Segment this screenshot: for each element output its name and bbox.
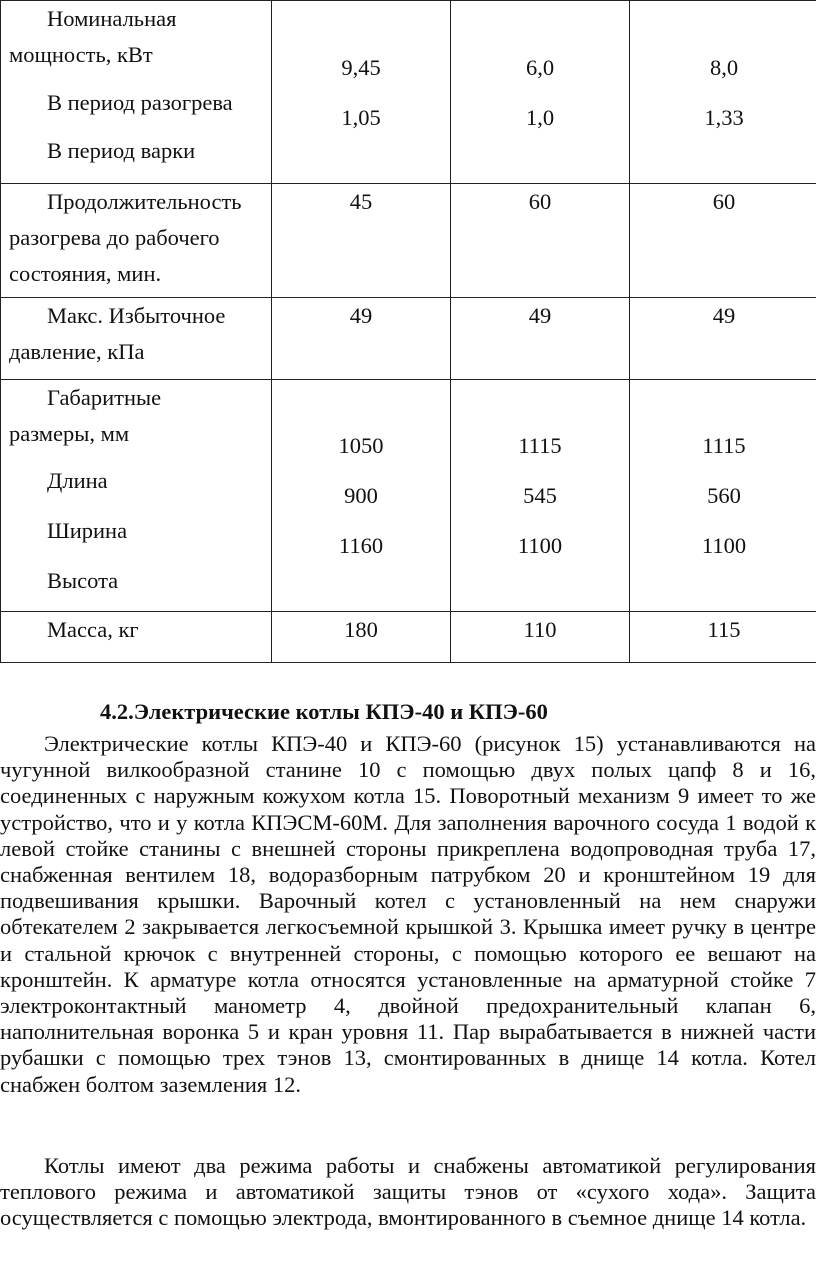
value-cell bbox=[630, 298, 816, 380]
value-cell bbox=[630, 184, 816, 298]
cell-value: 9,45 bbox=[341, 55, 381, 80]
cell-value: 1160 bbox=[338, 533, 384, 558]
row-sublabel: Ширина bbox=[47, 518, 128, 543]
row-sublabel: В период разогрева bbox=[47, 90, 233, 115]
cell-value: 1115 bbox=[518, 433, 562, 458]
row-label: Габаритные bbox=[47, 385, 162, 410]
cell-value: 60 bbox=[712, 189, 736, 214]
row-label: Продолжительность bbox=[47, 189, 242, 214]
row-label: состояния, мин. bbox=[9, 261, 162, 286]
value-cell bbox=[451, 184, 630, 298]
value-cell bbox=[272, 380, 451, 612]
cell-value: 115 bbox=[707, 617, 741, 642]
value-cell bbox=[272, 184, 451, 298]
value-cell bbox=[451, 612, 630, 663]
cell-value: 49 bbox=[528, 303, 552, 328]
value-cell bbox=[451, 380, 630, 612]
value-cell bbox=[272, 298, 451, 380]
cell-value: 1115 bbox=[702, 433, 746, 458]
row-label: мощность, кВт bbox=[9, 42, 153, 67]
table-row-heating-time bbox=[1, 184, 816, 298]
cell-value: 1,0 bbox=[525, 105, 555, 130]
cell-value: 180 bbox=[344, 617, 378, 642]
row-label-cell bbox=[1, 1, 272, 184]
cell-value: 1050 bbox=[338, 433, 384, 458]
cell-value: 545 bbox=[523, 483, 557, 508]
row-label-cell bbox=[1, 298, 272, 380]
value-cell bbox=[630, 612, 816, 663]
value-cell bbox=[451, 1, 630, 184]
row-label: Макс. Избыточное bbox=[47, 303, 226, 328]
cell-value: 1,05 bbox=[341, 105, 381, 130]
row-label-cell bbox=[1, 184, 272, 298]
row-label: размеры, мм bbox=[9, 421, 130, 446]
cell-value: 1100 bbox=[701, 533, 747, 558]
value-cell bbox=[272, 612, 451, 663]
cell-value: 49 bbox=[349, 303, 373, 328]
value-cell bbox=[451, 298, 630, 380]
value-cell bbox=[272, 1, 451, 184]
cell-value: 45 bbox=[349, 189, 373, 214]
row-label-cell bbox=[1, 612, 272, 663]
row-label: Номинальная bbox=[47, 6, 177, 31]
section-title: 4.2.Электрические котлы КПЭ-40 и КПЭ-60 bbox=[100, 699, 548, 724]
cell-value: 110 bbox=[523, 617, 557, 642]
value-cell bbox=[630, 380, 816, 612]
value-cell bbox=[630, 1, 816, 184]
cell-value: 6,0 bbox=[525, 55, 555, 80]
row-sublabel: Высота bbox=[47, 568, 119, 593]
cell-value: 60 bbox=[528, 189, 552, 214]
table-row-power bbox=[1, 1, 816, 184]
row-sublabel: В период варки bbox=[47, 138, 196, 163]
table-row-pressure bbox=[1, 298, 816, 380]
row-label: Масса, кг bbox=[47, 617, 139, 642]
body-paragraph: Электрические котлы КПЭ-40 и КПЭ-60 (рисунок 15) устанавливаются на чугунной вилкообразной станине 10 с помощью двух полых цапф 8 и 16, соединенных с наружным кожухом котла 15. Поворотный механизм 9 имеет то же устройство, что и у котла КПЭСМ-60М. Для заполнения варочного сосуда 1 водой к левой стойке станины с внешней стороны прикреплена водопроводная труба 17, снабженная вентилем 18, водоразборным патрубком 20 и кронштейном 19 для подвешивания крышки. Варочный котел с установленный на нем снаружи обтекателем 2 закрывается легкосъемной крышкой 3. Крышка имеет ручку в центре и стальной крючок с внутренней стороны, с помощью которого ее вешают на кронштейн. К арматуре котла относятся установленные на арматурной стойке 7 электроконтактный манометр 4, двойной предохранительный клапан 6, наполнительная воронка 5 и кран уровня 11. Пар вырабатывается в нижней части рубашки с помощью трех тэнов 13, смонтированных в днище 14 котла. Котел снабжен болтом заземления 12. bbox=[0, 731, 816, 1097]
row-sublabel: Длина bbox=[47, 468, 108, 493]
row-label: давление, кПа bbox=[9, 339, 145, 364]
cell-value: 900 bbox=[344, 483, 378, 508]
row-label: разогрева до рабочего bbox=[9, 225, 220, 250]
table-row-dimensions bbox=[1, 380, 816, 612]
body-paragraph: Котлы имеют два режима работы и снабжены автоматикой регулирования теплового режима и автоматикой защиты тэнов от «сухого хода». Защита осуществляется с помощью электрода, вмонтированного в съемное днище 14 котла. bbox=[0, 1153, 816, 1231]
cell-value: 1100 bbox=[517, 533, 563, 558]
row-label-cell bbox=[1, 380, 272, 612]
table-row-mass bbox=[1, 612, 816, 663]
cell-value: 8,0 bbox=[709, 55, 739, 80]
cell-value: 1,33 bbox=[704, 105, 744, 130]
cell-value: 49 bbox=[712, 303, 736, 328]
cell-value: 560 bbox=[707, 483, 741, 508]
